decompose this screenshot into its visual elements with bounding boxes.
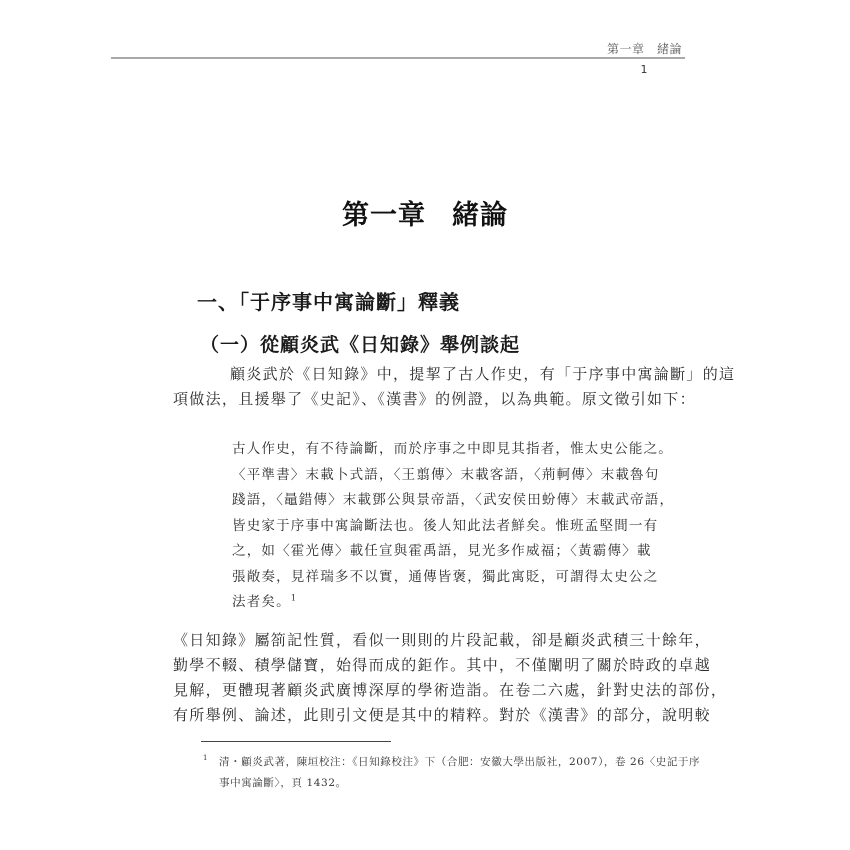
- block-quotation: [232, 437, 675, 616]
- quote-last-text: 法者矣。: [232, 594, 291, 610]
- footnote-reference[interactable]: 1: [290, 593, 298, 603]
- quote-line: 踐語，〈鼂錯傳〉末載鄧公與景帝語，〈武安侯田蚡傳〉末載武帝語，: [232, 492, 675, 508]
- footnote-line: 事中寓論斷〉，頁 1432。: [219, 777, 347, 789]
- paragraph-line: 項做法，且援舉了《史記》、《漢書》的例證，以為典範。原文徵引如下：: [173, 390, 696, 408]
- footnote-1: [203, 752, 701, 794]
- chapter-number-label: 第一章: [342, 200, 426, 231]
- paragraph-line: 《日知錄》屬箚記性質，看似一則則的片段記載，卻是顧炎武積三十餘年，: [173, 631, 711, 649]
- chapter-title-text: 緒論: [452, 200, 508, 231]
- section-title: 一、「于序事中寓論斷」釋義: [197, 290, 460, 314]
- footnote-line: [203, 752, 701, 773]
- body-paragraph-1: [173, 362, 736, 412]
- quote-line: 皆史家于序事中寓論斷法也。後人知此法者鮮矣。惟班孟堅間一有: [232, 517, 659, 534]
- quote-line: [232, 590, 662, 616]
- quote-line: 之，如〈霍光傳〉載任宣與霍禹語，見光多作威福；〈黃霸傳〉載: [232, 543, 652, 559]
- quote-line: 〈平準書〉末載卜式語，〈王翦傳〉末載客語，〈荊軻傳〉末載魯句: [232, 466, 660, 483]
- quote-line: 古人作史，有不待論斷，而於序事之中即見其指者，惟太史公能之。: [232, 441, 673, 457]
- footnote-text: 清・顧炎武著，陳垣校注：《日知錄校注》下（合肥：安徽大學出版社，2007），卷 26〈史記于序: [219, 756, 701, 768]
- footnote-mark: 1: [203, 754, 209, 762]
- paragraph-line: 勤學不輟、積學儲寶，始得而成的鉅作。其中，不僅闡明了關於時政的卓越: [173, 656, 711, 674]
- paragraph-line: 顧炎武於《日知錄》中，提挈了古人作史，有「于序事中寓論斷」的這: [230, 365, 736, 383]
- running-head: 第一章 緒論: [606, 42, 682, 56]
- subsection-title: （一）從顧炎武《日知錄》舉例談起: [200, 334, 521, 356]
- body-paragraph-2: [173, 628, 728, 728]
- paragraph-line: 見解，更體現著顧炎武廣博深厚的學術造詣。在卷二六處，針對史法的部份，: [173, 681, 728, 699]
- header-rule: [111, 57, 685, 59]
- quote-line: 張敞奏，見祥瑞多不以實，通傳皆褒，獨此寓貶，可謂得太史公之: [232, 568, 659, 585]
- footnote-separator: [201, 741, 391, 742]
- page-number: 1: [640, 63, 648, 76]
- chapter-title: [0, 193, 850, 232]
- paragraph-line: 有所舉例、論述，此則引文便是其中的精粹。對於《漢書》的部分，說明較: [173, 706, 711, 724]
